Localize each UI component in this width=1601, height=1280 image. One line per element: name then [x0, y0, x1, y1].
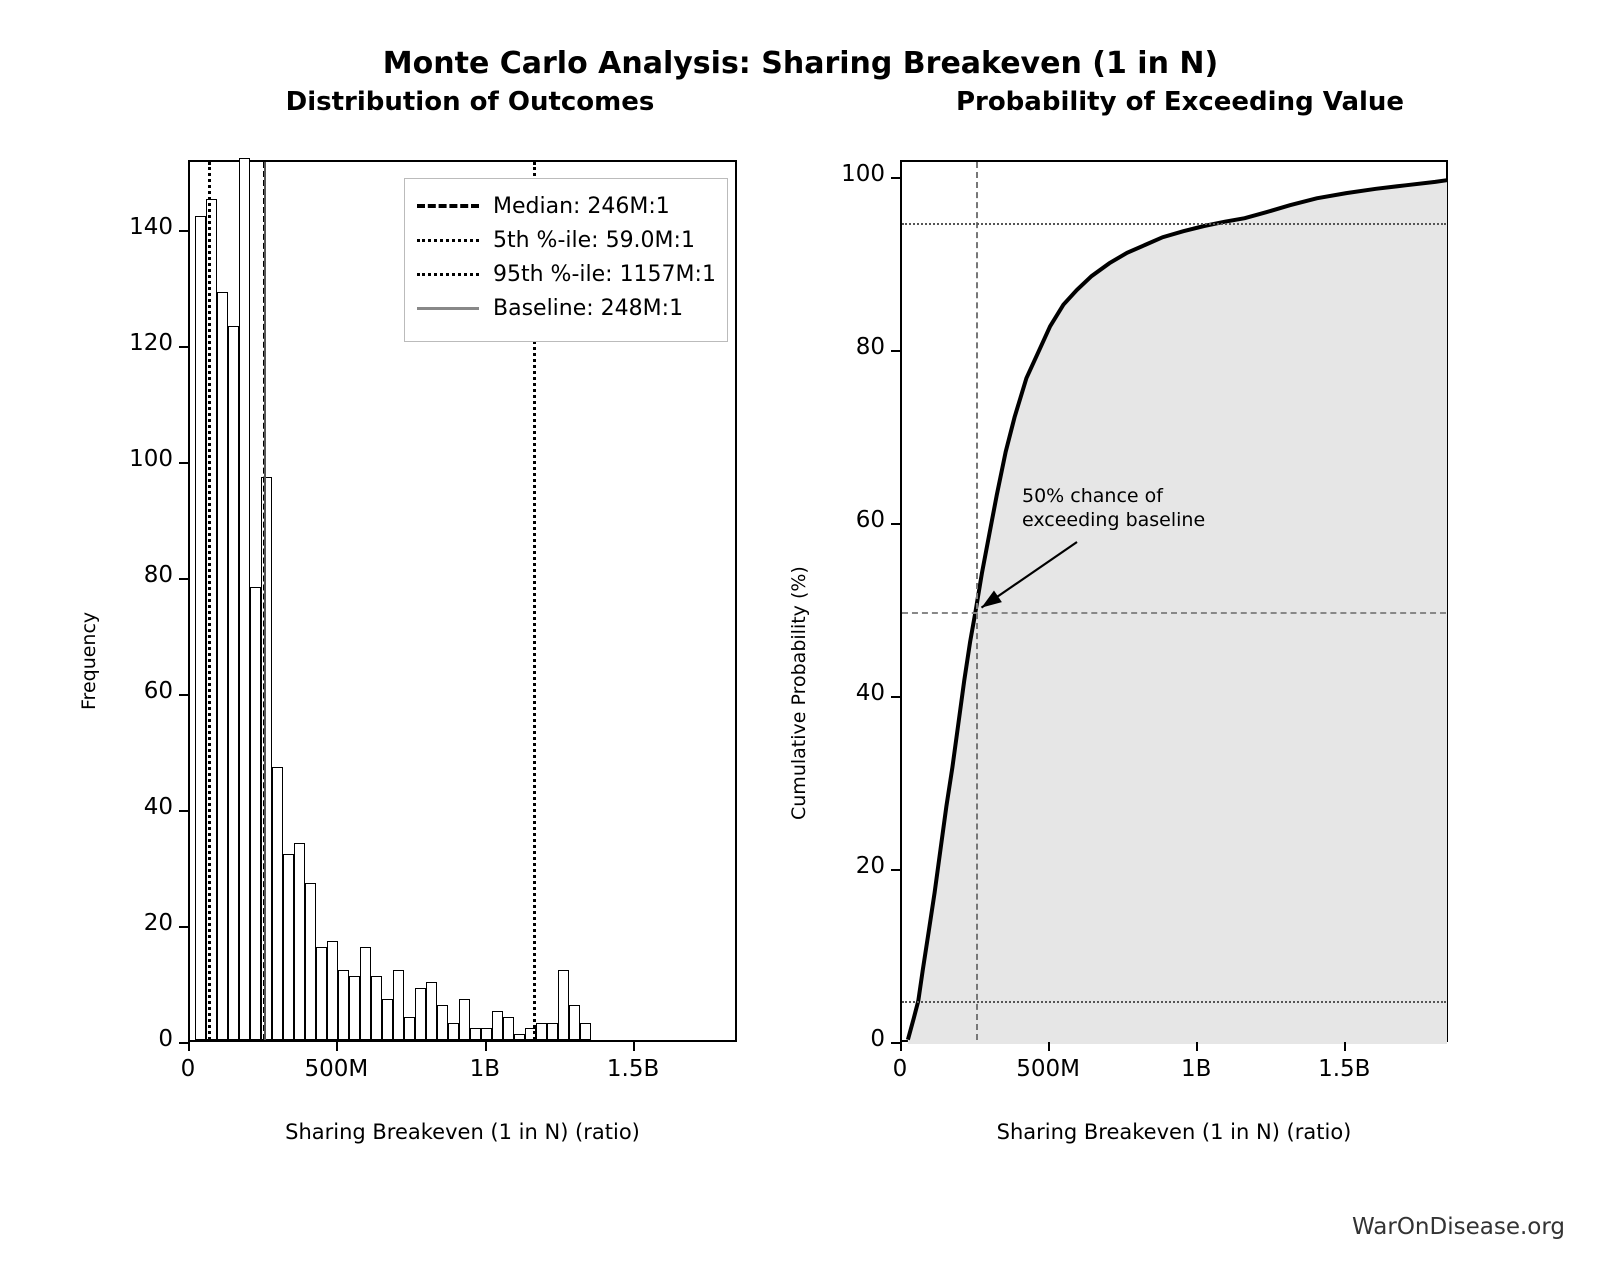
histogram-ytick	[179, 926, 188, 928]
cdf-xtick-label: 500M	[1016, 1056, 1080, 1082]
cdf-refline-p05-hline	[902, 1001, 1446, 1003]
histogram-bar	[470, 1028, 481, 1040]
cdf-ytick-label: 100	[841, 161, 885, 188]
legend-item-baseline	[417, 291, 713, 325]
histogram-bar	[415, 988, 426, 1040]
cdf-ytick	[891, 177, 900, 179]
histogram-bar	[481, 1028, 492, 1040]
histogram-ytick-label: 40	[143, 793, 173, 820]
cdf-xtick-label: 1B	[1180, 1056, 1212, 1082]
histogram-bar	[569, 1005, 580, 1040]
histogram-xtick	[336, 1042, 338, 1051]
histogram-bar	[514, 1034, 525, 1040]
histogram-ytick	[179, 346, 188, 348]
cdf-ytick-label: 0	[870, 1026, 885, 1052]
histogram-bar	[338, 970, 349, 1040]
cdf-xtick	[900, 1042, 902, 1051]
legend-item-p05	[417, 223, 713, 257]
histogram-bar	[404, 1017, 415, 1040]
cdf-xtick-label: 0	[892, 1056, 908, 1082]
histogram-ytick-label: 60	[143, 677, 173, 704]
histogram-bar	[547, 1023, 558, 1040]
legend-label-median: Median: 246M:1	[493, 193, 670, 219]
histogram-ytick-label: 140	[129, 213, 173, 240]
cdf-ytick	[891, 1042, 900, 1044]
histogram-xtick-label: 1.5B	[606, 1056, 660, 1082]
histogram-ytick	[179, 810, 188, 812]
legend-label-p95: 95th %-ile: 1157M:1	[493, 261, 716, 287]
histogram-refline-baseline	[264, 162, 266, 1040]
baseline-exceed-annotation	[1022, 485, 1205, 533]
histogram-bar	[580, 1023, 591, 1040]
histogram-bar	[305, 883, 316, 1040]
histogram-bar	[195, 216, 206, 1040]
cdf-ytick-label: 40	[855, 680, 885, 707]
histogram-xtick	[485, 1042, 487, 1051]
histogram-ytick-label: 20	[143, 909, 173, 936]
histogram-ytick-label: 0	[158, 1026, 173, 1052]
cdf-axes	[900, 160, 1448, 1042]
histogram-bar	[371, 976, 382, 1040]
histogram-bar	[349, 976, 360, 1040]
cdf-refline-p95-hline	[902, 223, 1446, 225]
histogram-bar	[437, 1005, 448, 1040]
histogram-bar	[360, 947, 371, 1040]
left-panel-title: Distribution of Outcomes	[285, 87, 655, 117]
cdf-xtick	[1196, 1042, 1198, 1051]
cdf-ytick	[891, 869, 900, 871]
histogram-bar	[393, 970, 404, 1040]
histogram-bar	[536, 1023, 547, 1040]
cdf-refline-baseline-vline	[976, 162, 978, 1040]
histogram-refline-p05	[208, 162, 211, 1040]
histogram-xlabel: Sharing Breakeven (1 in N) (ratio)	[285, 1120, 640, 1144]
histogram-ytick	[179, 230, 188, 232]
legend-item-median	[417, 189, 713, 223]
legend-key-p95	[417, 273, 479, 276]
cdf-xlabel: Sharing Breakeven (1 in N) (ratio)	[996, 1120, 1352, 1144]
right-panel-title: Probability of Exceeding Value	[955, 87, 1405, 117]
histogram-bar	[239, 158, 250, 1040]
cdf-xtick-label: 1.5B	[1318, 1056, 1371, 1082]
histogram-bar	[382, 999, 393, 1040]
cdf-ytick	[891, 523, 900, 525]
legend-key-median	[417, 204, 479, 208]
histogram-ylabel: Frequency	[78, 611, 100, 710]
histogram-bar	[448, 1023, 459, 1040]
cdf-refline-median-prob-hline	[902, 612, 1446, 614]
histogram-ytick-label: 100	[129, 445, 173, 472]
legend-key-baseline	[417, 307, 479, 310]
histogram-bar	[492, 1011, 503, 1040]
histogram-bar	[294, 843, 305, 1040]
cdf-ytick	[891, 696, 900, 698]
cdf-xtick	[1344, 1042, 1346, 1051]
histogram-bar	[558, 970, 569, 1040]
histogram-bar	[272, 767, 283, 1040]
histogram-bar	[283, 854, 294, 1040]
histogram-bar	[217, 292, 228, 1041]
histogram-bar	[316, 947, 327, 1040]
watermark: WarOnDisease.org	[1352, 1214, 1565, 1240]
histogram-bar	[503, 1017, 514, 1040]
cdf-xtick	[1048, 1042, 1050, 1051]
histogram-xtick	[188, 1042, 190, 1051]
histogram-xtick-label: 500M	[304, 1056, 369, 1082]
annotation-line-2: exceeding baseline	[1022, 508, 1206, 531]
legend-label-p05: 5th %-ile: 59.0M:1	[493, 227, 695, 253]
histogram-legend	[404, 178, 728, 342]
histogram-xtick-label: 1B	[469, 1056, 500, 1082]
figure-suptitle: Monte Carlo Analysis: Sharing Breakeven (1 in N)	[382, 46, 1219, 81]
histogram-xtick-label: 0	[180, 1056, 196, 1082]
histogram-ytick	[179, 1042, 188, 1044]
cdf-ytick-label: 60	[855, 507, 885, 534]
histogram-xtick	[633, 1042, 635, 1051]
annotation-line-1: 50% chance of	[1022, 485, 1163, 507]
cdf-ylabel: Cumulative Probability (%)	[788, 566, 810, 820]
histogram-bar	[426, 982, 437, 1040]
legend-key-p05	[417, 239, 479, 242]
histogram-bar	[327, 941, 338, 1040]
histogram-bar	[459, 999, 470, 1040]
cdf-curve	[902, 162, 1450, 1044]
cdf-ytick-label: 20	[855, 853, 885, 880]
histogram-ytick	[179, 462, 188, 464]
legend-label-baseline: Baseline: 248M:1	[493, 295, 684, 321]
histogram-ytick	[179, 578, 188, 580]
legend-item-p95	[417, 257, 716, 291]
histogram-ytick-label: 120	[129, 329, 173, 356]
histogram-ytick	[179, 694, 188, 696]
histogram-bar	[228, 326, 239, 1040]
histogram-bar	[250, 587, 261, 1040]
cdf-ytick	[891, 350, 900, 352]
cdf-ytick-label: 80	[855, 334, 885, 361]
histogram-ytick-label: 80	[143, 561, 173, 588]
